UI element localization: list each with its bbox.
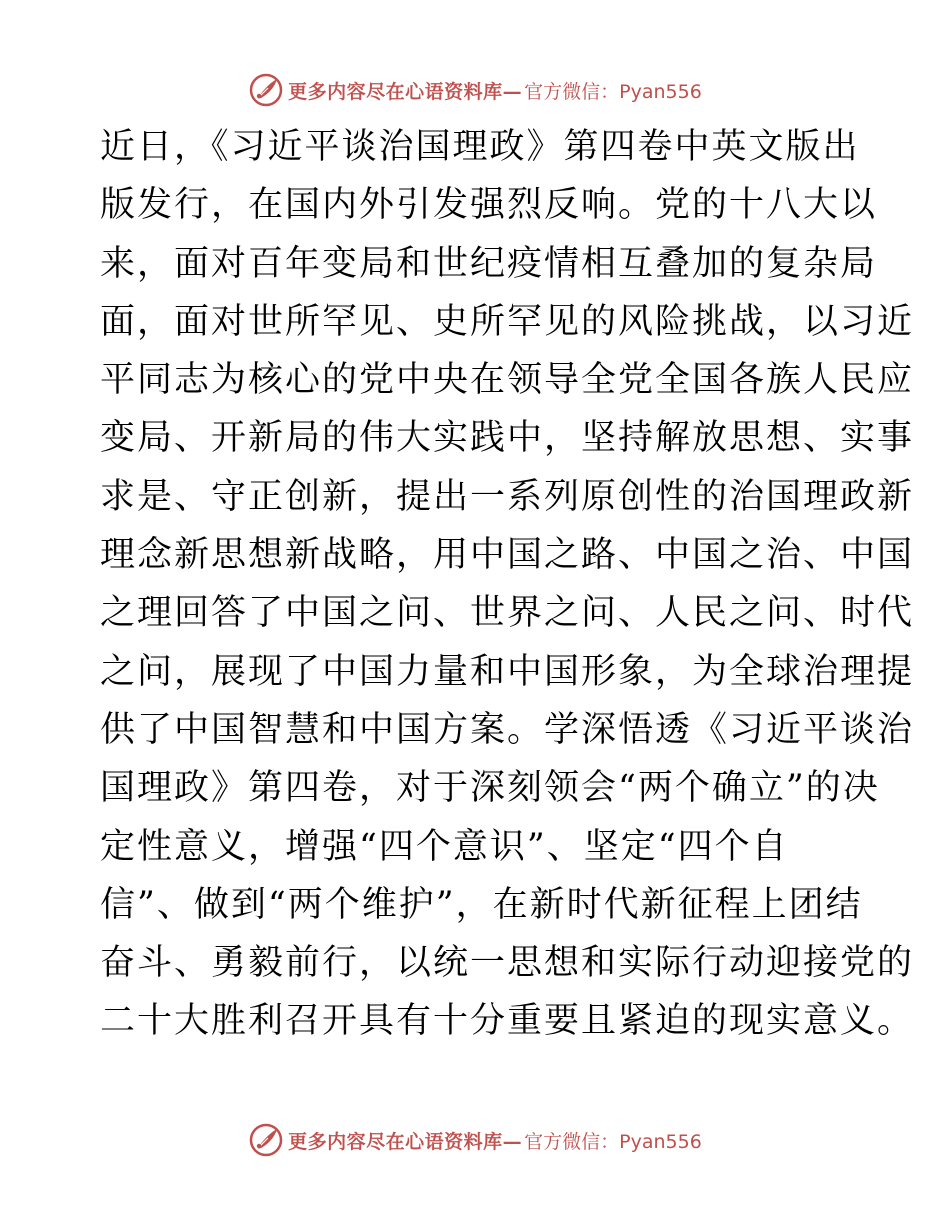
footer-banner (0, 1118, 950, 1162)
article-paragraph (100, 118, 915, 1051)
paragraph-line: 之问，展现了中国力量和中国形象，为全球治理提 (100, 651, 915, 692)
paragraph-line: 供了中国智慧和中国方案。学深悟透《习近平谈治 (100, 709, 915, 750)
paragraph-line: 变局、开新局的伟大实践中，坚持解放思想、实事 (100, 418, 915, 459)
paragraph-line: 面，面对世所罕见、史所罕见的风险挑战，以习近 (100, 301, 915, 342)
banner-slogan: 更多内容尽在心语资料库— (288, 1130, 523, 1153)
feather-pen-logo-icon (248, 1122, 284, 1158)
feather-pen-logo-icon (248, 72, 284, 108)
paragraph-line: 奋斗、勇毅前行，以统一思想和实际行动迎接党的 (100, 943, 915, 984)
paragraph-line: 之理回答了中国之问、世界之问、人民之问、时代 (100, 593, 915, 634)
paragraph-line: 版发行，在国内外引发强烈反响。党的十八大以 (100, 185, 878, 226)
paragraph-line: 定性意义，增强“四个意识”、坚定“四个自 (100, 826, 789, 867)
banner-wechat: 官方微信：Pyan556 (524, 1130, 702, 1153)
paragraph-line: 国理政》第四卷，对于深刻领会“两个确立”的决 (100, 768, 880, 809)
header-banner (0, 68, 950, 112)
paragraph-line: 求是、守正创新，提出一系列原创性的治国理政新 (100, 476, 915, 517)
paragraph-line: 信”、做到“两个维护”，在新时代新征程上团结 (100, 884, 863, 925)
paragraph-line: 平同志为核心的党中央在领导全党全国各族人民应 (100, 360, 915, 401)
paragraph-line: 近日，《习近平谈治国理政》第四卷中英文版出 (100, 127, 860, 167)
paragraph-line: 理念新思想新战略，用中国之路、中国之治、中国 (100, 535, 915, 576)
paragraph-line: 二十大胜利召开具有十分重要且紧迫的现实意义。 (100, 1001, 915, 1042)
banner-slogan: 更多内容尽在心语资料库— (288, 80, 523, 103)
paragraph-line: 来，面对百年变局和世纪疫情相互叠加的复杂局 (100, 243, 878, 284)
banner-wechat: 官方微信：Pyan556 (524, 80, 702, 103)
